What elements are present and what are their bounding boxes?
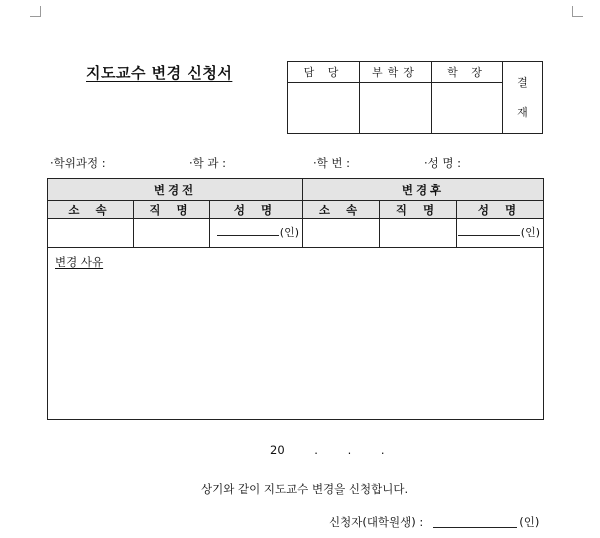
department-label: ·학 과 : — [189, 156, 227, 170]
student-id-label: ·학 번 : — [313, 156, 351, 170]
after-position-cell[interactable] — [380, 219, 457, 248]
before-position-cell[interactable] — [134, 219, 210, 248]
change-reason-cell[interactable] — [48, 248, 544, 420]
seal-mark: (인) — [520, 226, 540, 239]
seal-mark: (인) — [279, 226, 300, 239]
change-reason-label: 변경 사유 — [55, 255, 104, 269]
after-position-header: 직 명 — [380, 201, 457, 219]
after-name-signature — [458, 224, 540, 240]
approval-header-staff: 담 당 — [288, 62, 360, 83]
before-name-signature — [217, 224, 299, 240]
before-affiliation-cell[interactable] — [48, 219, 134, 248]
signature-line — [217, 235, 279, 236]
page-corner-mark — [30, 6, 41, 17]
before-name-header: 성 명 — [210, 201, 303, 219]
date-line — [270, 443, 411, 457]
after-affiliation-cell[interactable] — [303, 219, 380, 248]
after-affiliation-header: 소 속 — [303, 201, 380, 219]
approval-sign-dean[interactable] — [432, 83, 503, 134]
applicant-label: 신청자(대학원생) : — [329, 515, 424, 529]
approval-sign-vice-dean[interactable] — [360, 83, 432, 134]
date-sep: . — [347, 443, 352, 457]
after-name-cell[interactable] — [457, 219, 544, 248]
date-sep: . — [314, 443, 318, 457]
application-statement: 상기와 같이 지도교수 변경을 신청합니다. — [201, 482, 409, 496]
before-affiliation-header: 소 속 — [48, 201, 134, 219]
page-corner-mark — [572, 6, 583, 17]
approval-side-label-2: 재 — [517, 105, 528, 119]
advisor-change-table — [47, 178, 544, 420]
approval-header-dean: 학 장 — [432, 62, 503, 83]
before-change-header: 변경전 — [48, 179, 303, 201]
degree-label: ·학위과정 : — [50, 156, 106, 170]
applicant-seal: (인) — [519, 515, 540, 529]
before-position-header: 직 명 — [134, 201, 210, 219]
after-change-header: 변경후 — [303, 179, 544, 201]
applicant-signature-line — [329, 514, 539, 530]
form-title: 지도교수 변경 신청서 — [86, 64, 233, 82]
approval-box — [287, 61, 543, 134]
before-name-cell[interactable] — [210, 219, 303, 248]
approval-header-vice-dean: 부학장 — [360, 62, 432, 83]
name-label: ·성 명 : — [424, 156, 462, 170]
date-year: 20 — [270, 443, 285, 457]
approval-side-label — [503, 62, 543, 134]
date-sep: . — [380, 443, 385, 457]
signature-line — [458, 235, 520, 236]
applicant-info-line — [0, 155, 600, 171]
after-name-header: 성 명 — [457, 201, 544, 219]
approval-side-label-1: 결 — [517, 75, 528, 89]
applicant-name-blank[interactable] — [433, 515, 517, 528]
approval-sign-staff[interactable] — [288, 83, 360, 134]
